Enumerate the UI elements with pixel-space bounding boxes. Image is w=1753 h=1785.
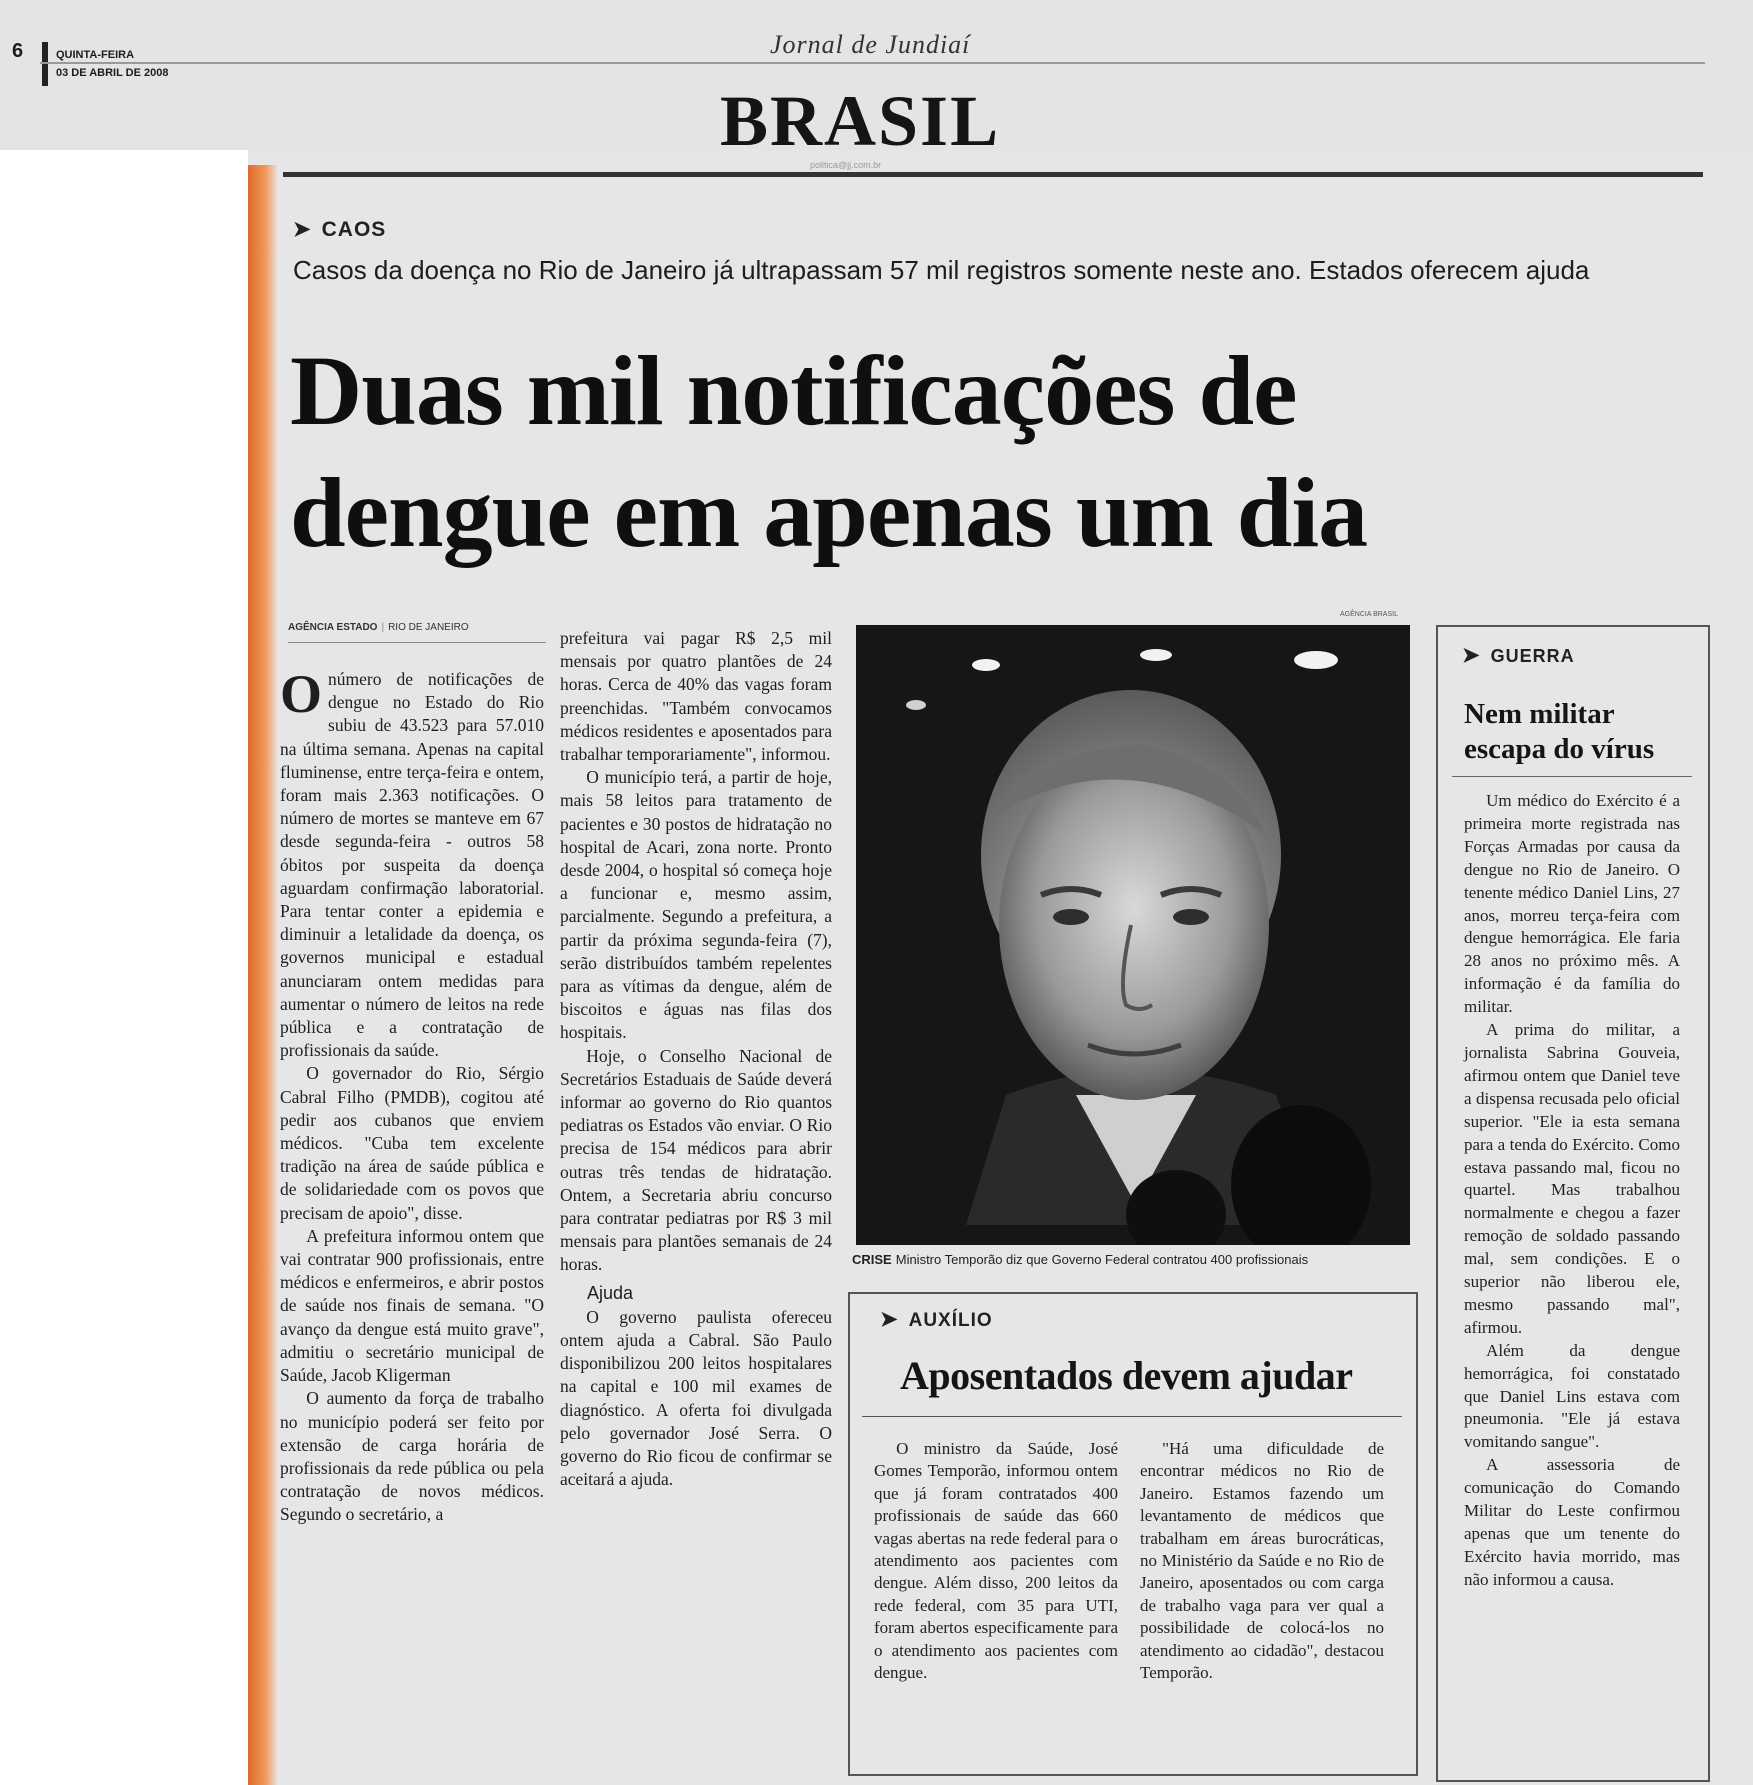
header-divider-bar <box>42 42 48 86</box>
headline-line-2: dengue em apenas um dia <box>290 457 1368 568</box>
section-rule <box>283 172 1703 177</box>
guerra-paragraph: Além da dengue hemorrágica, foi constatado que Daniel Lins estava com pneumonia. "Ele já estava vomitando sangue". <box>1464 1340 1680 1452</box>
byline: AGÊNCIA ESTADO | RIO DE JANEIRO <box>288 622 469 633</box>
article-column-2 <box>560 627 832 1491</box>
article-subhead: Ajuda <box>587 1282 634 1303</box>
date: 03 DE ABRIL DE 2008 <box>56 67 169 79</box>
newspaper-name: Jornal de Jundiaí <box>770 30 971 59</box>
article-column-1 <box>280 664 544 1527</box>
kicker-label: AUXÍLIO <box>908 1310 993 1331</box>
byline-rule <box>288 642 546 643</box>
minister-photo <box>856 625 1410 1245</box>
arrow-right-icon: ➤ <box>1462 644 1481 667</box>
guerra-title <box>1464 697 1654 767</box>
auxilio-paragraph: O ministro da Saúde, José Gomes Temporão, informou ontem que já foram contratados 400 profissionais de saúde das 660 vagas abertas na rede federal para o atendimento aos pacientes com dengue. Além disso, 200 leitos da rede federal, com 35 para UTI, foram abertos especificamente para o atendimento aos pacientes com dengue. <box>874 1439 1118 1683</box>
drop-cap: O <box>280 664 323 724</box>
section-title: BRASIL <box>720 81 1001 161</box>
guerra-title-line-2: escapa do vírus <box>1464 733 1655 765</box>
caption-label: CRISE <box>852 1252 892 1267</box>
auxilio-column-1 <box>874 1438 1118 1684</box>
article-headline <box>290 330 1710 574</box>
portrait-illustration <box>856 625 1410 1245</box>
byline-location: RIO DE JANEIRO <box>388 622 469 633</box>
article-paragraph: Hoje, o Conselho Nacional de Secretários Estaduais de Saúde deverá informar ao governo do Rio quantos pediatras os Estados vão enviar. O Rio precisa de 154 médicos para abrir outras três tendas de hidratação. Ontem, a Secretaria abriu concurso para contratar pediatras por R$ 3 mil mensais para plantões semanais de 24 horas. <box>560 1045 832 1275</box>
arrow-right-icon: ➤ <box>293 218 312 241</box>
article-paragraph: O aumento da força de trabalho no município poderá ser feito por extensão de carga horária de profissionais da rede pública ou pela contratação de novos médicos. Segundo o secretário, a <box>280 1388 544 1525</box>
caption-text: Ministro Temporão diz que Governo Federal contratou 400 profissionais <box>895 1252 1309 1267</box>
article-paragraph: O governo paulista ofereceu ontem ajuda a Cabral. São Paulo disponibilizou 200 leitos hospitalares na capital e 100 mil exames de diagnóstico. A oferta foi divulgada pelo governador José Serra. O governo do Rio ficou de confirmar se aceitará a ajuda. <box>560 1306 832 1490</box>
weekday: QUINTA-FEIRA <box>56 49 135 61</box>
guerra-paragraph: A assessoria de comunicação do Comando Militar do Leste confirmou apenas que um tenente do Exército havia morrido, mas não informou a causa. <box>1464 1455 1680 1589</box>
guerra-column <box>1464 790 1680 1592</box>
auxilio-kicker <box>880 1307 993 1332</box>
header-rule <box>40 62 1705 64</box>
guerra-paragraph: Um médico do Exército é a primeira morte registrada nas Forças Armadas por causa da dengue no Rio de Janeiro. O tenente médico Daniel Lins, 27 anos, morreu terça-feira com dengue hemorrágica. Ele faria 28 anos no próximo mês. A informação é da família do militar. <box>1464 791 1680 1017</box>
agency-name: AGÊNCIA ESTADO <box>288 622 378 633</box>
article-paragraph: Onúmero de notificações de dengue no Estado do Rio subiu de 43.523 para 57.010 na última semana. Apenas na capital fluminense, entre terça-feira e ontem, foram mais 2.363 notificações. O número de mortes se manteve em 67 desde segunda-feira - outros 58 óbitos por suspeita da doença aguardam confirmação laboratorial. Para tentar conter a epidemia e diminuir a letalidade da doença, os governos municipal e estadual anunciaram ontem medidas para aumentar o número de leitos na rede pública e a contratação de profissionais da saúde. <box>280 664 544 1061</box>
guerra-paragraph: A prima do militar, a jornalista Sabrina Gouveia, afirmou ontem que Daniel teve a dispensa recusada pelo oficial superior. "Ele ia esta semana para a tenda do Exército. Como estava passando mal, ficou no quartel. Mas trabalhou normalmente e chegou a fazer remoção de soldado passando mal, sem condições. E o superior não liberou ele, mesmo passando mal", afirmou. <box>1464 1020 1680 1337</box>
article-paragraph: O município terá, a partir de hoje, mais 58 leitos para tratamento de pacientes e 30 postos de hidratação no hospital de Acari, zona norte. Pronto desde 2004, o hospital só começa hoje a funcionar e, mesmo assim, parcialmente. Segundo a prefeitura, a partir da próxima segunda-feira (7), serão distribuídos também repelentes para as vítimas da dengue, além de biscoitos e águas nas filas dos hospitais. <box>560 767 832 1043</box>
auxilio-title: Aposentados devem ajudar <box>900 1353 1353 1398</box>
photo-caption <box>852 1252 1308 1267</box>
arrow-right-icon: ➤ <box>880 1308 899 1331</box>
guerra-kicker <box>1462 643 1575 668</box>
kicker-label: GUERRA <box>1490 646 1575 666</box>
article-subheadline: Casos da doença no Rio de Janeiro já ultrapassam 57 mil registros somente neste ano. Estados oferecem ajuda <box>293 255 1590 285</box>
kicker-label: CAOS <box>321 218 387 241</box>
article-paragraph: A prefeitura informou ontem que vai contratar 900 profissionais, entre médicos e enfermeiros, e abrir postos de saúde nos finais de semana. "O avanço da dengue está muito grave", admitiu o secretário municipal de Saúde, Jacob Kligerman <box>280 1225 544 1386</box>
headline-line-1: Duas mil notificações de <box>290 335 1297 446</box>
article-kicker <box>293 217 386 242</box>
page-number: 6 <box>12 40 24 62</box>
dateline <box>56 46 169 82</box>
auxilio-column-2 <box>1140 1438 1384 1684</box>
orange-edge-stripe <box>248 165 278 1785</box>
photo-credit: AGÊNCIA BRASIL <box>1340 611 1398 618</box>
article-paragraph: O governador do Rio, Sérgio Cabral Filho (PMDB), cogitou até pedir aos cubanos que enviem médicos. "Cuba tem excelente tradição na área de saúde pública e de solidariedade com os povos que precisam de apoio", disse. <box>280 1063 544 1223</box>
section-email: politica@jj.com.br <box>810 160 882 170</box>
guerra-title-line-1: Nem militar <box>1464 698 1615 730</box>
auxilio-title-rule <box>862 1416 1402 1417</box>
guerra-title-rule <box>1452 776 1692 777</box>
auxilio-paragraph: "Há uma dificuldade de encontrar médicos no Rio de Janeiro. Estamos fazendo um levantamento de médicos que trabalham em áreas burocráticas, no Ministério da Saúde e no Rio de Janeiro, aposentados ou com carga de trabalho vaga para ver qual a possibilidade de colocá-los no atendimento ao cidadão", destacou Temporão. <box>1140 1439 1384 1683</box>
article-paragraph: prefeitura vai pagar R$ 2,5 mil mensais por quatro plantões de 24 horas. Cerca de 40% das vagas foram preenchidas. "Também convocamos médicos residentes e aposentados para trabalhar temporariamente", informou. <box>560 628 832 765</box>
